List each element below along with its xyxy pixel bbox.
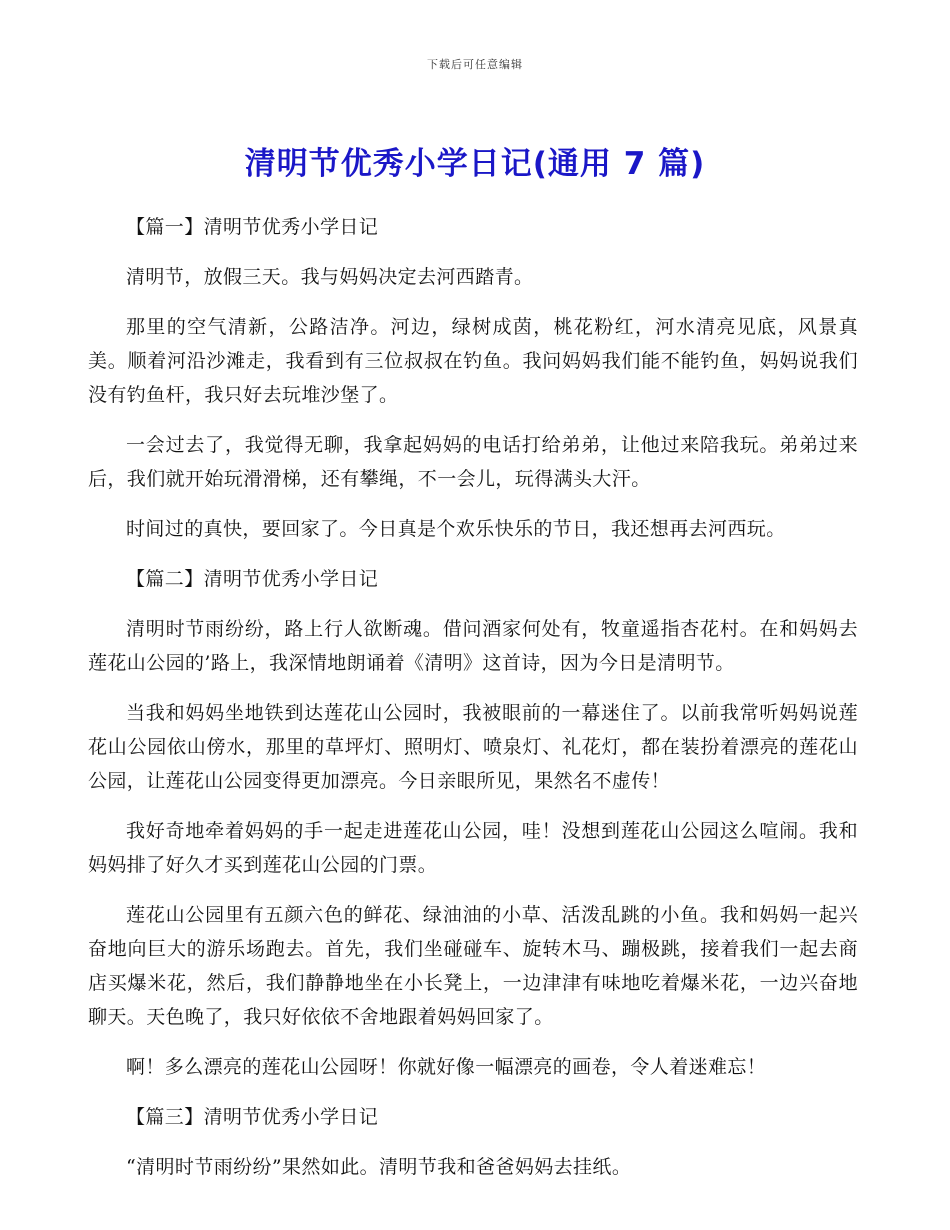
- paragraph: 那里的空气清新，公路洁净。河边，绿树成茵，桃花粉红，河水清亮见底，风景真美。顺着河沿沙滩走，我看到有三位叔叔在钓鱼。我问妈妈我们能不能钓鱼，妈妈说我们没有钓鱼杆，我只好去玩堆沙堡了。: [88, 316, 858, 406]
- section-heading-3: 【篇三】清明节优秀小学日记: [126, 1106, 379, 1128]
- paragraph: 啊！多么漂亮的莲花山公园呀！你就好像一幅漂亮的画卷，令人着迷难忘！: [126, 1056, 767, 1078]
- section-heading-2: 【篇二】清明节优秀小学日记: [126, 568, 379, 590]
- paragraph: 莲花山公园里有五颜六色的鲜花、绿油油的小草、活泼乱跳的小鱼。我和妈妈一起兴奋地向巨大的游乐场跑去。首先，我们坐碰碰车、旋转木马、蹦极跳，接着我们一起去商店买爆米花，然后，我们静静地坐在小长凳上，一边津津有味地吃着爆米花，一边兴奋地聊天。天色晚了，我只好依依不舍地跟着妈妈回家了。: [88, 904, 858, 1028]
- paragraph: 一会过去了，我觉得无聊，我拿起妈妈的电话打给弟弟，让他过来陪我玩。弟弟过来后，我们就开始玩滑滑梯，还有攀绳，不一会儿，玩得满头大汗。: [88, 434, 858, 490]
- paragraph: 时间过的真快，要回家了。今日真是个欢乐快乐的节日，我还想再去河西玩。: [126, 518, 786, 540]
- paragraph: 清明节，放假三天。我与妈妈决定去河西踏青。: [126, 266, 534, 288]
- document-body: [88, 210, 858, 1200]
- paragraph: 当我和妈妈坐地铁到达莲花山公园时，我被眼前的一幕迷住了。以前我常听妈妈说莲花山公园依山傍水，那里的草坪灯、照明灯、喷泉灯、礼花灯，都在装扮着漂亮的莲花山公园，让莲花山公园变得更加漂亮。今日亲眼所见，果然名不虚传！: [88, 702, 858, 792]
- section-heading-1: 【篇一】清明节优秀小学日记: [126, 216, 379, 238]
- document-title: 清明节优秀小学日记(通用 7 篇): [244, 146, 706, 182]
- paragraph: “清明时节雨纷纷”果然如此。清明节我和爸爸妈妈去挂纸。: [126, 1156, 632, 1178]
- header-note: 下载后可任意编辑: [427, 58, 523, 71]
- paragraph: 我好奇地牵着妈妈的手一起走进莲花山公园，哇！没想到莲花山公园这么喧闹。我和妈妈排了好久才买到莲花山公园的门票。: [88, 820, 858, 876]
- paragraph: 清明时节雨纷纷，路上行人欲断魂。借问酒家何处有，牧童遥指杏花村。在和妈妈去莲花山公园的’路上，我深情地朗诵着《清明》这首诗，因为今日是清明节。: [88, 618, 858, 674]
